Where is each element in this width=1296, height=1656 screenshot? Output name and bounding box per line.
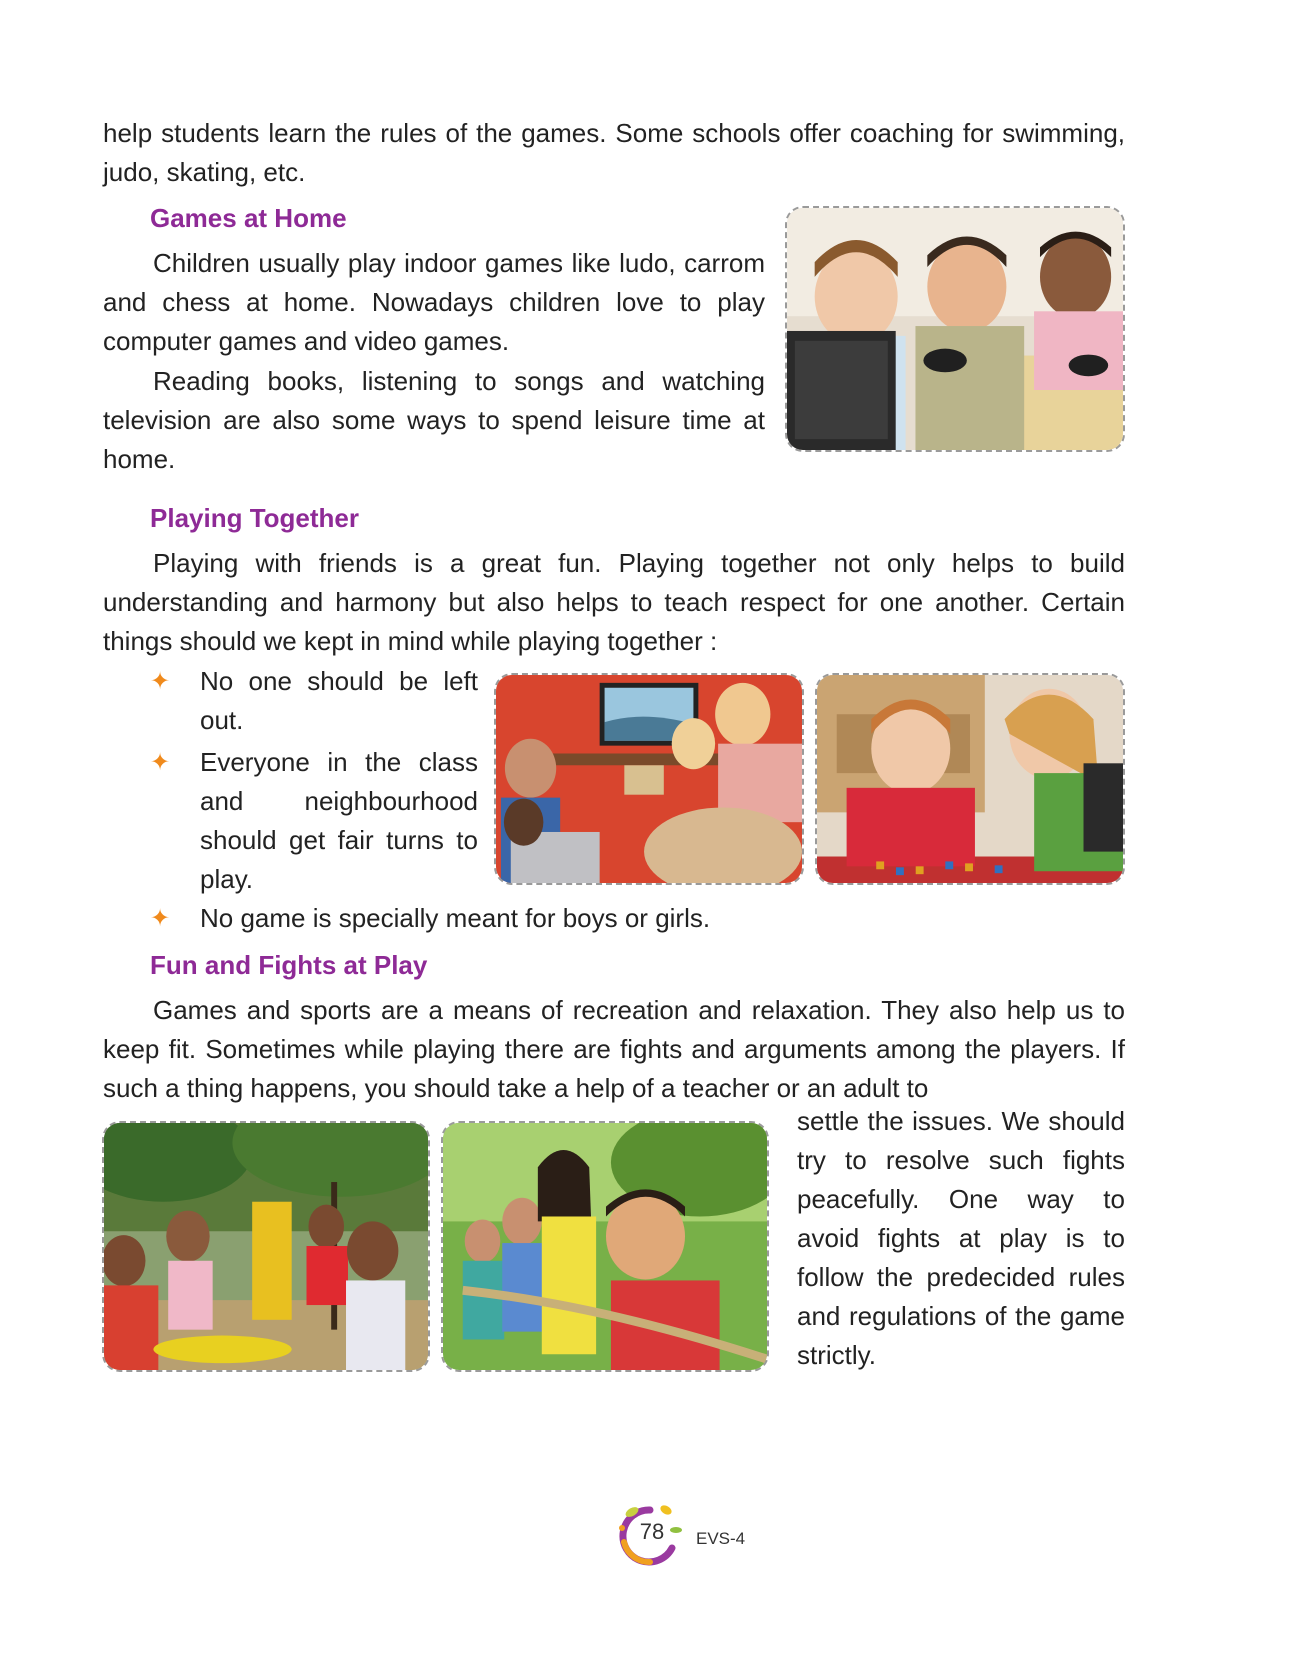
four-point-star-icon: ✦ — [150, 749, 171, 776]
heading-playing-together: Playing Together — [150, 503, 359, 533]
four-point-star-icon: ✦ — [150, 905, 171, 932]
bullet-text: No game is specially meant for boys or girls. — [200, 903, 711, 933]
four-point-star-icon: ✦ — [150, 668, 171, 695]
heading-games-at-home: Games at Home — [150, 203, 347, 233]
fun-and-fights-paragraph-continued: settle the issues. We should try to resolve such fights peacefully. One way to avoid fights at play is to follow the predecided rules and regulations of the game strictly. — [797, 1106, 1125, 1370]
heading-fun-and-fights: Fun and Fights at Play — [150, 950, 428, 980]
book-code: EVS-4 — [696, 1529, 746, 1548]
photo-girl-and-woman-puzzle — [815, 673, 1125, 885]
intro-paragraph: help students learn the rules of the games. Some schools offer coaching for swimming, judo, skating, etc. — [103, 118, 1125, 187]
bullet-text: Everyone in the class and neighbourhood should get fair turns to play. — [200, 747, 478, 894]
photo-children-tug-of-war — [441, 1121, 769, 1372]
fun-and-fights-paragraph: Games and sports are a means of recreation and relaxation. They also help us to keep fit. Sometimes while playing there are fights and arguments among the players. If such a thing happens, you should take a help of a teacher or an adult to — [103, 995, 1125, 1103]
photo-boys-playing-video-games — [785, 206, 1125, 452]
games-at-home-paragraph-2: Reading books, listening to songs and watching television are also some ways to spend leisure time at home. — [103, 366, 765, 474]
bullet-text: No one should be left out. — [200, 666, 478, 735]
page-number: 78 — [639, 1519, 665, 1544]
photo-children-in-playground — [102, 1121, 430, 1372]
playing-together-paragraph: Playing with friends is a great fun. Playing together not only helps to build understanding and harmony but also helps to teach respect for one another. Certain things should we kept in mind while playing together : — [103, 548, 1125, 656]
games-at-home-paragraph-1: Children usually play indoor games like ludo, carrom and chess at home. Nowadays children love to play computer games and video games. — [103, 248, 765, 356]
photo-family-living-room — [494, 673, 804, 885]
